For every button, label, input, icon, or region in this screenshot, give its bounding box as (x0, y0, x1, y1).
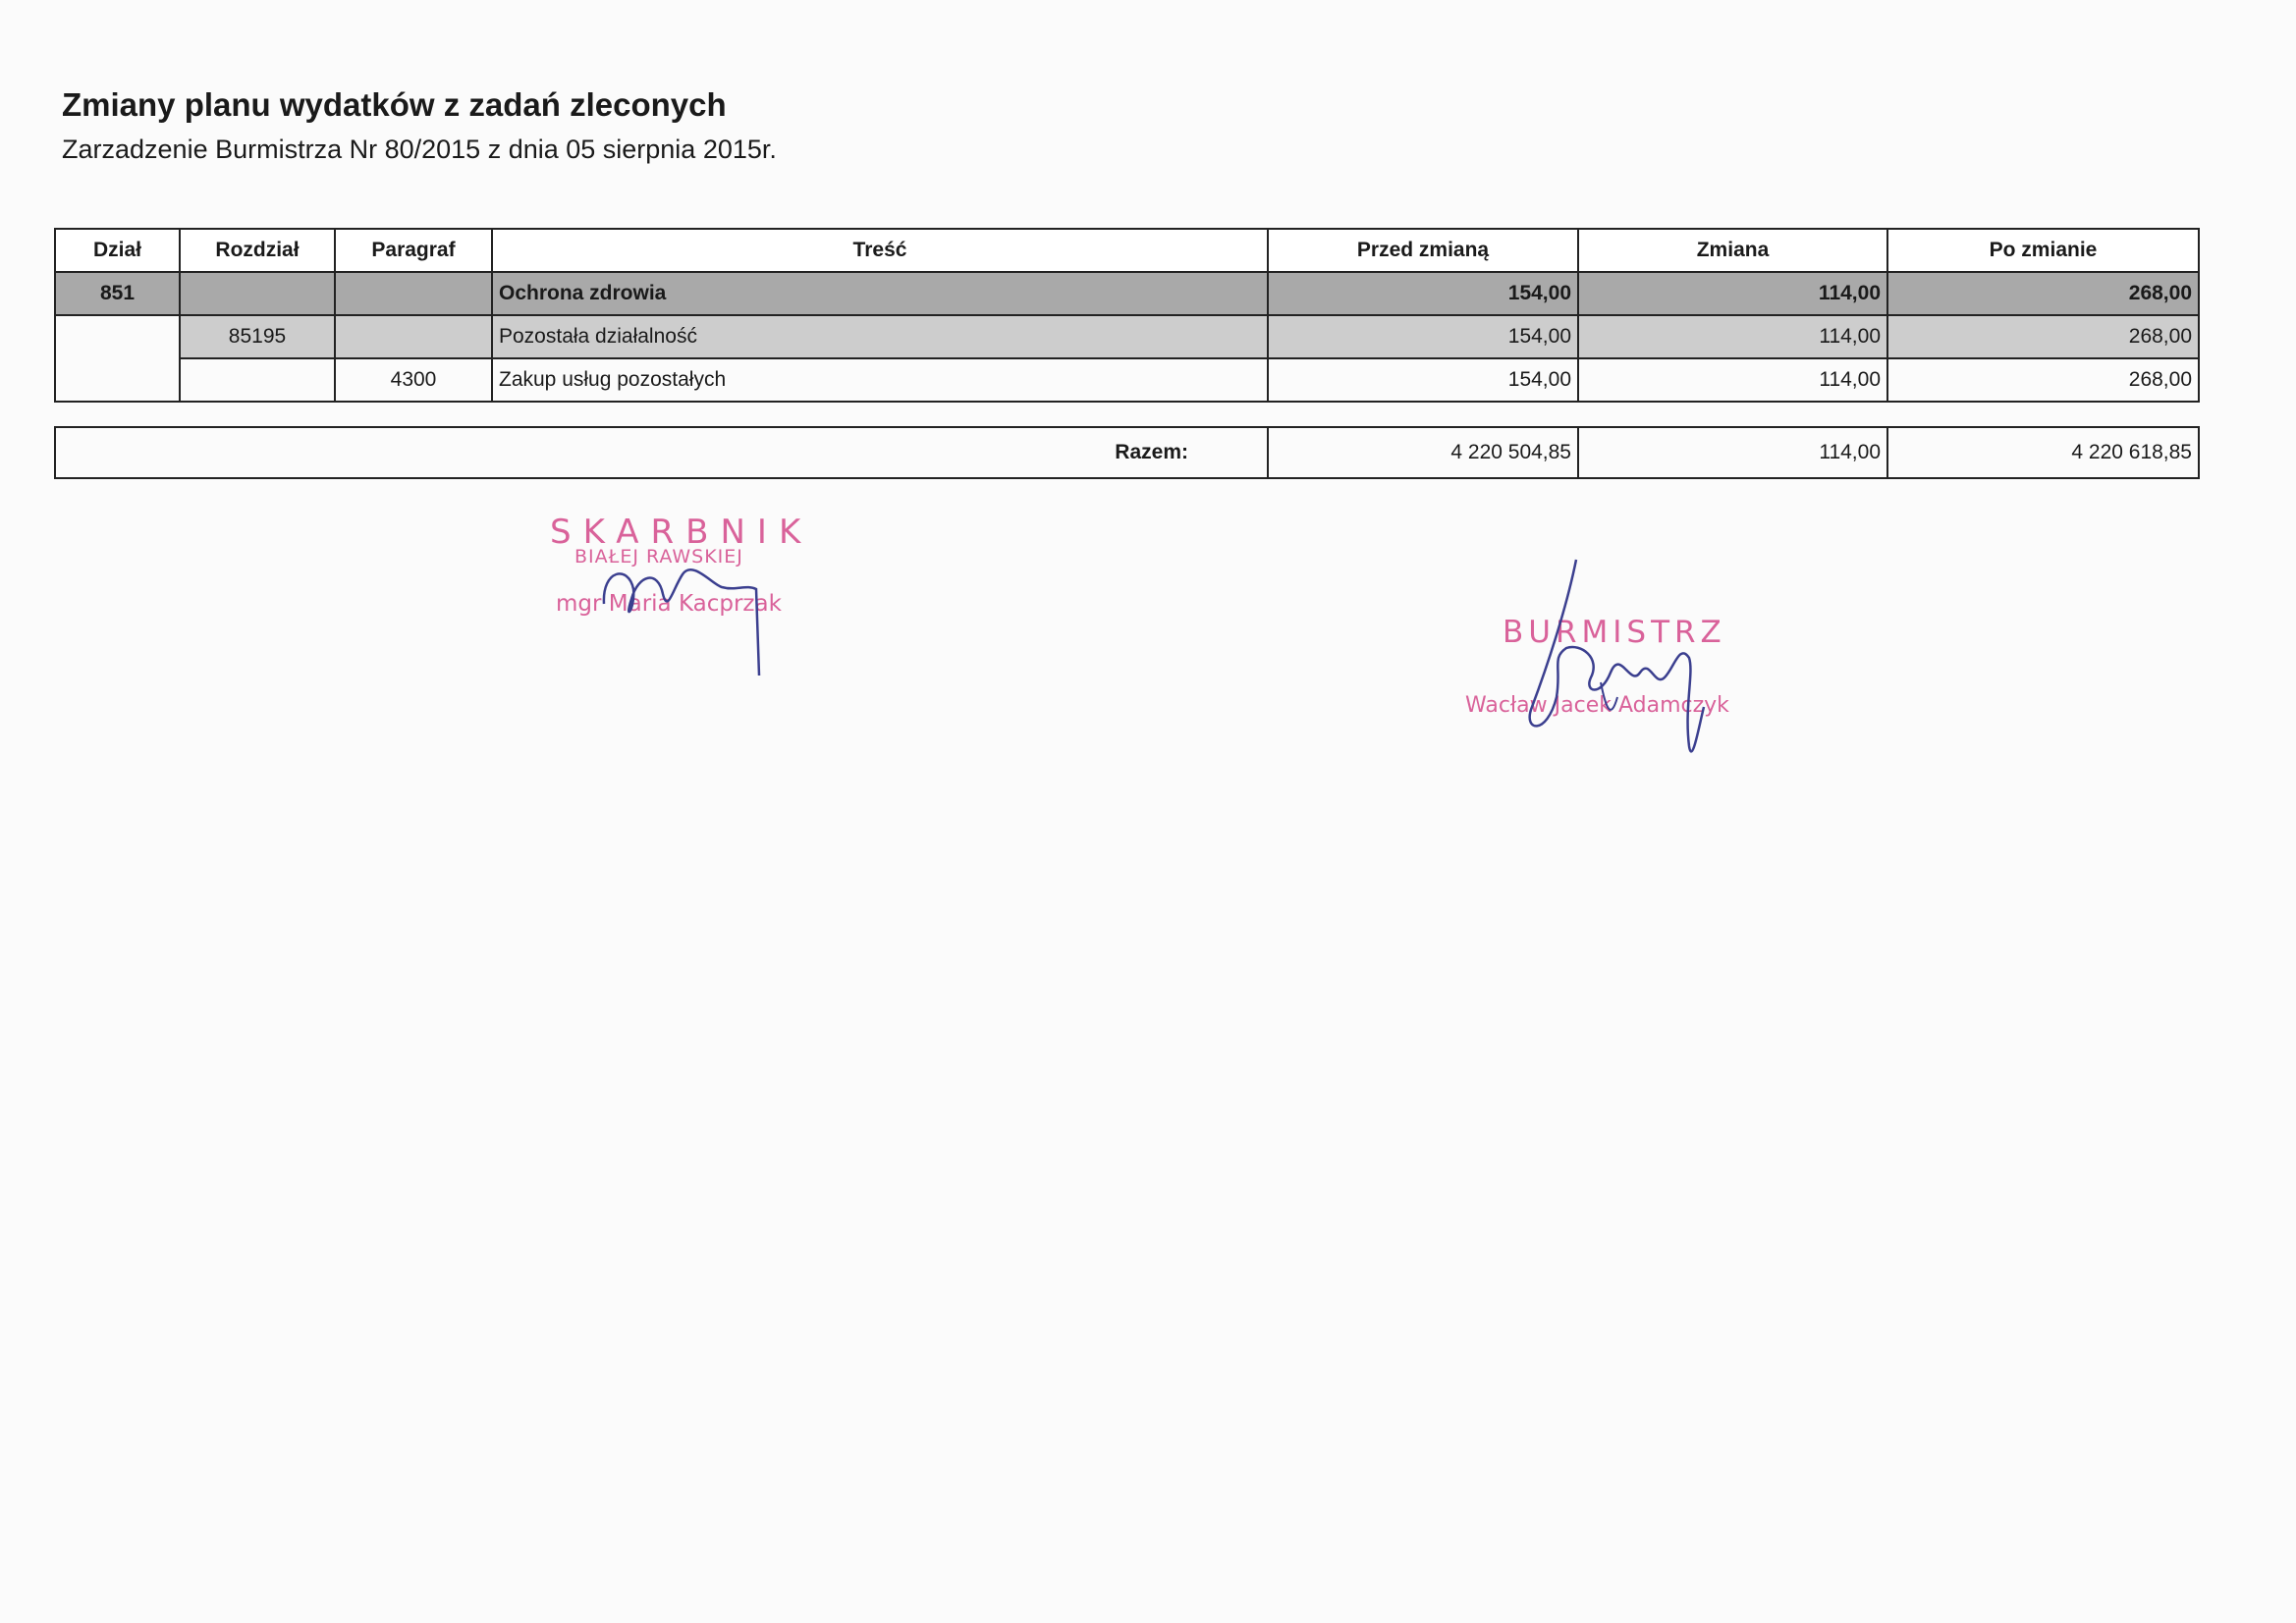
budget-table (54, 228, 2200, 403)
total-label: Razem: (55, 427, 1268, 478)
header-przed-zmiana: Przed zmianą (1268, 229, 1578, 272)
cell-zmiana: 114,00 (1578, 315, 1887, 358)
skarbnik-stamp-city: BIAŁEJ RAWSKIEJ (574, 546, 743, 568)
skarbnik-stamp-name: mgr Maria Kacprzak (556, 591, 782, 617)
cell-tresc: Ochrona zdrowia (492, 272, 1268, 315)
cell-rozdzial: 85195 (180, 315, 335, 358)
cell-po-zmianie: 268,00 (1887, 272, 2199, 315)
document-subtitle: Zarzadzenie Burmistrza Nr 80/2015 z dnia 05 sierpnia 2015r. (62, 135, 777, 164)
document-title: Zmiany planu wydatków z zadań zleconych (62, 86, 727, 123)
cell-tresc: Zakup usług pozostałych (492, 358, 1268, 402)
cell-po-zmianie: 268,00 (1887, 358, 2199, 402)
cell-paragraf (335, 272, 492, 315)
cell-rozdzial (180, 272, 335, 315)
header-zmiana: Zmiana (1578, 229, 1887, 272)
cell-dzial (55, 315, 180, 402)
skarbnik-stamp-title: SKARBNIK (550, 513, 813, 552)
cell-przed-zmiana: 154,00 (1268, 272, 1578, 315)
burmistrz-signature (1507, 550, 1763, 795)
header-po-zmianie: Po zmianie (1887, 229, 2199, 272)
total-zmiana: 114,00 (1578, 427, 1887, 478)
table-row (55, 315, 2199, 358)
total-row (55, 427, 2199, 478)
cell-dzial: 851 (55, 272, 180, 315)
header-paragraf: Paragraf (335, 229, 492, 272)
cell-przed-zmiana: 154,00 (1268, 315, 1578, 358)
total-przed-zmiana: 4 220 504,85 (1268, 427, 1578, 478)
total-po-zmianie: 4 220 618,85 (1887, 427, 2199, 478)
header-tresc: Treść (492, 229, 1268, 272)
cell-po-zmianie: 268,00 (1887, 315, 2199, 358)
table-row (55, 272, 2199, 315)
cell-paragraf: 4300 (335, 358, 492, 402)
table-row (55, 358, 2199, 402)
cell-tresc: Pozostała działalność (492, 315, 1268, 358)
cell-zmiana: 114,00 (1578, 358, 1887, 402)
cell-zmiana: 114,00 (1578, 272, 1887, 315)
total-table (54, 426, 2200, 479)
cell-przed-zmiana: 154,00 (1268, 358, 1578, 402)
header-dzial: Dział (55, 229, 180, 272)
cell-paragraf (335, 315, 492, 358)
cell-rozdzial (180, 358, 335, 402)
table-header-row (55, 229, 2199, 272)
burmistrz-stamp-title: BURMISTRZ (1503, 615, 1726, 650)
skarbnik-signature (574, 530, 791, 687)
burmistrz-stamp-name: Wacław Jacek Adamczyk (1465, 693, 1729, 718)
header-rozdzial: Rozdział (180, 229, 335, 272)
